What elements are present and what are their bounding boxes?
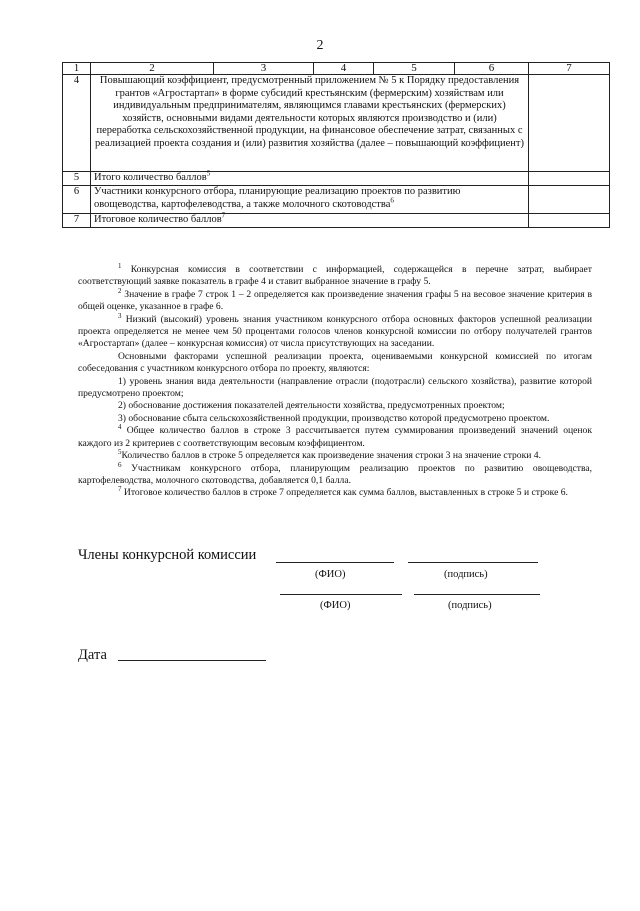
- footnote: [78, 460, 592, 488]
- footnotes: [78, 261, 592, 500]
- row-number: 7: [63, 214, 91, 228]
- fio-line-2: [280, 594, 402, 595]
- footnote-ref: 5: [206, 169, 211, 178]
- header-cell: 7: [529, 63, 610, 75]
- footnote: [78, 425, 592, 450]
- footnote-text: Конкурсная комиссия в соответствии с информацией, содержащейся в перечне затрат, выбирает соответствующий заявке показатель в графе 4 и ставит выбранное значение в графу 5.: [78, 264, 592, 288]
- row-text: [91, 186, 529, 214]
- commission-members-label: Члены конкурсной комиссии: [78, 547, 257, 563]
- row-text: [91, 211, 529, 228]
- fio-line-1: [276, 562, 394, 563]
- row-number: 4: [63, 75, 91, 172]
- fio-caption-2: (ФИО): [320, 600, 351, 611]
- row-number: 5: [63, 172, 91, 186]
- header-cell: 4: [314, 63, 374, 75]
- table-row: [63, 75, 610, 172]
- row-text-content: Итого количество баллов: [94, 172, 207, 183]
- table-row: [63, 214, 610, 228]
- footnote-mark: 2: [118, 286, 122, 295]
- footnote-ref: 7: [221, 211, 226, 220]
- footnote-mark: 3: [118, 311, 122, 320]
- row-value-cell: [529, 186, 610, 214]
- date-line: [118, 660, 266, 661]
- row-text-content: Участники конкурсного отбора, планирующие реализацию проектов по развитию овощеводства, картофелеводства, а также молочного скотоводства: [94, 186, 461, 210]
- footnote: [78, 487, 592, 499]
- page-number: 2: [316, 38, 324, 53]
- table-row: [63, 186, 610, 214]
- header-cell: 5: [374, 63, 455, 75]
- footnote-text: Количество баллов в строке 5 определяется как произведение значения строки 3 на значение строки 4.: [121, 450, 541, 462]
- footnote-text: Участникам конкурсного отбора, планирующим реализацию проектов по развитию овощеводства, картофелеводства, молочного скотоводства, добавляется 0,1 балла.: [78, 462, 592, 486]
- criteria-table: [62, 62, 610, 228]
- row-number: 6: [63, 186, 91, 214]
- paragraph-text: 2) обоснование достижения показателей деятельности хозяйства, предусмотренных проектом;: [118, 400, 505, 412]
- footnote-text: Общее количество баллов в строке 3 рассчитывается путем суммирования произведений значений оценок каждого из 2 критериев с соответствующим весовым коэффициентом.: [78, 425, 592, 449]
- row-text-content: Итоговое количество баллов: [94, 214, 222, 225]
- footnote: [78, 311, 592, 351]
- footnote-mark: 7: [118, 485, 122, 494]
- footnote: [78, 261, 592, 289]
- paragraph: [78, 376, 592, 401]
- date-label: Дата: [78, 647, 107, 663]
- row-text: [91, 169, 529, 186]
- signature-line-2: [414, 594, 540, 595]
- paragraph: [78, 351, 592, 376]
- row-value-cell: [529, 214, 610, 228]
- footnote-mark: 4: [118, 423, 122, 432]
- footnote-mark: 6: [118, 460, 122, 469]
- header-cell: 6: [455, 63, 529, 75]
- paragraph: [78, 400, 592, 412]
- row-value-cell: [529, 75, 610, 172]
- header-cell: 3: [214, 63, 314, 75]
- signature-caption-1: (подпись): [444, 569, 488, 580]
- paragraph: [78, 413, 592, 425]
- footnote-mark: 1: [118, 261, 122, 270]
- footnote-text: Низкий (высокий) уровень знания участником конкурсного отбора основных факторов успешной реализации проекта определяется не менее чем 50 процентами голосов членов конкурсной комиссии по отбору получателей грантов «Агростартап» (далее – конкурсная комиссия) от числа присутствующих на заседании.: [78, 313, 592, 350]
- footnote-text: Итоговое количество баллов в строке 7 определяется как сумма баллов, выставленных в строке 5 и строке 6.: [123, 487, 568, 499]
- footnote-text: Значение в графе 7 строк 1 – 2 определяется как произведение значения графы 5 на весовое значение критерия в общей оценке, указанное в графе 6.: [78, 288, 592, 313]
- paragraph-text: 1) уровень знания вида деятельности (направление отрасли (подотрасли) сельского хозяйства), развитие которой предусмотрено проектом;: [78, 375, 592, 400]
- paragraph-text: 3) обоснование сбыта сельскохозяйственной продукции, производство которой предусмотрено проектом.: [118, 412, 550, 424]
- signature-caption-2: (подпись): [448, 600, 492, 611]
- table-row: [63, 172, 610, 186]
- footnote: [78, 286, 592, 314]
- paragraph-text: Основными факторами успешной реализации проекта, оцениваемыми конкурсной комиссией по итогам собеседования с участником конкурсного отбора по проекту, являются:: [78, 350, 592, 375]
- row-text: [91, 75, 529, 172]
- header-cell: 2: [91, 63, 214, 75]
- footnote: [78, 447, 592, 462]
- footnote-ref: 6: [390, 196, 394, 205]
- row-text-content: Повышающий коэффициент, предусмотренный приложением № 5 к Порядку предоставления грантов «Агростартап» в форме субсидий крестьянским (фермерским) хозяйствам или индивидуальным предпринимателям, являющимся главами крестьянских (фермерских) хозяйств, основными видами деятельности которых являются производство и (или) переработка сельскохозяйственной продукции, на финансовое обеспечение затрат, связанных с реализацией проекта создания и (или) развития хозяйства (далее – повышающий коэффициент): [95, 75, 524, 149]
- header-cell: 1: [63, 63, 91, 75]
- table-header-row: [63, 63, 610, 75]
- row-value-cell: [529, 172, 610, 186]
- signature-line-1: [408, 562, 538, 563]
- fio-caption-1: (ФИО): [315, 569, 346, 580]
- footnote-mark: 5: [118, 447, 122, 456]
